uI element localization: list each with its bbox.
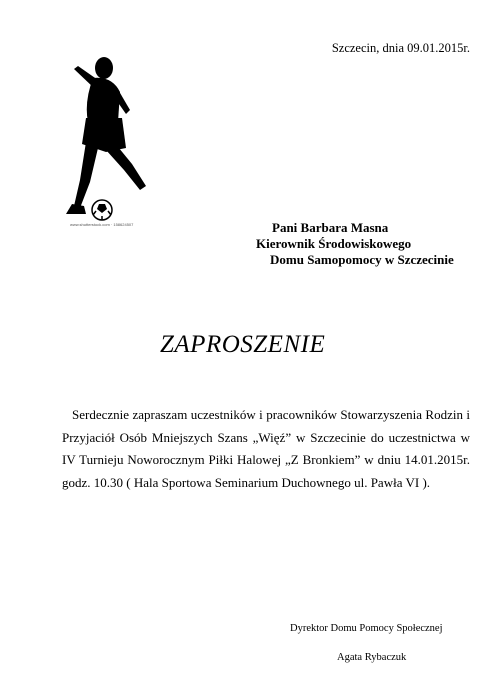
football-player-silhouette-icon [60,52,150,234]
signature-position: Dyrektor Domu Pomocy Społecznej [290,623,443,634]
place-date: Szczecin, dnia 09.01.2015r. [331,41,470,55]
recipient-name: Pani Barbara Masna [272,220,389,235]
signature-name: Agata Rybaczuk [337,652,407,663]
recipient-title: Kierownik Środowiskowego [256,236,412,251]
recipient-institution: Domu Samopomocy w Szczecinie [270,252,454,267]
document-title: ZAPROSZENIE [160,331,326,358]
invitation-paragraph: Serdecznie zapraszam uczestników i pracowników Stowarzyszenia Rodzin i Przyjaciół Osób Mniejszych Szans „Więź” w Szczecinie do uczestnictwa w IV Turnieju Noworocznym Piłki Halowej „Z Bronkiem” w dniu 14.01.2015r. godz. 10.30 ( Hala Sportowa Seminarium Duchownego ul. Pawła VI ). [62,407,470,490]
image-watermark: www.shutterstock.com · 158624507 [70,222,134,227]
